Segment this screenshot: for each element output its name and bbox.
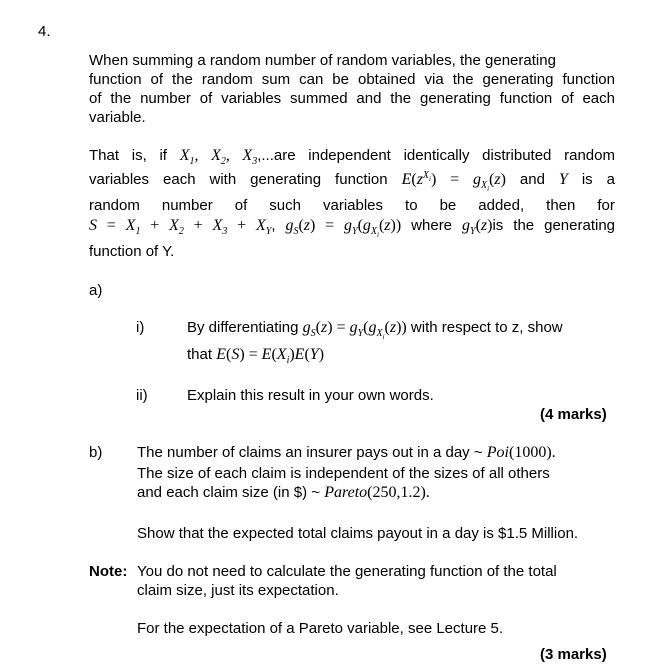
part-b-line-3: and each claim size (in $) ~ Pareto(250,1.2). <box>137 484 430 501</box>
note-line-2: claim size, just its expectation. <box>137 582 339 599</box>
part-b-line-1: The number of claims an insurer pays out in a day ~ Poi(1000). <box>137 444 556 461</box>
part-b-line-2: The size of each claim is independent of the sizes of all others <box>137 465 550 482</box>
part-a-i-line-1: By differentiating $g_S(z) = g_Y(g_{X_i}(z))$ with respect to z, show <box>187 319 563 342</box>
that-is-line-5: function of Y. <box>89 243 175 260</box>
intro-line-1: When summing a random number of random variables, the generating <box>89 52 556 69</box>
that-is-line-3: random number of such variables to be added, then for <box>89 197 615 214</box>
that-is-line-1: That is, if $X_1$, $X_2$, $X_3,...are$ independent identically distributed random <box>89 147 615 168</box>
that-is-line-2: variables each with generating function $E(z^{X_i}) = g_{X_i}(z)$ and Y is a <box>89 169 615 194</box>
note-line-1: You do not need to calculate the generating function of the total <box>137 563 557 580</box>
part-a-label: a) <box>89 282 103 299</box>
note-marks: (3 marks) <box>540 646 607 663</box>
question-number: 4. <box>38 23 51 40</box>
intro-line-4: variable. <box>89 109 146 126</box>
that-is-line-4: $S = X_1 + X_2 + X_3 + X_Y$, $g_S(z) = g_Y(g_{X_i}(z))$ where $g_Y(z)is$ the generating <box>89 217 616 240</box>
part-a-i-label: i) <box>136 319 145 336</box>
intro-line-3: of the number of variables summed and the generating function of each <box>89 90 615 107</box>
part-a-ii-text: Explain this result in your own words. <box>187 387 434 404</box>
note-line-3: For the expectation of a Pareto variable, see Lecture 5. <box>137 620 504 637</box>
note-label: Note: <box>89 563 128 580</box>
part-a-ii-label: ii) <box>136 387 148 404</box>
part-a-i-line-2: that $E(S) = E(X_i)E(Y)$ <box>187 346 325 367</box>
part-b-show: Show that the expected total claims payout in a day is $1.5 Million. <box>137 525 579 542</box>
part-a-marks: (4 marks) <box>540 406 607 423</box>
part-b-label: b) <box>89 444 103 461</box>
intro-line-2: function of the random sum can be obtained via the generating function <box>89 71 615 88</box>
